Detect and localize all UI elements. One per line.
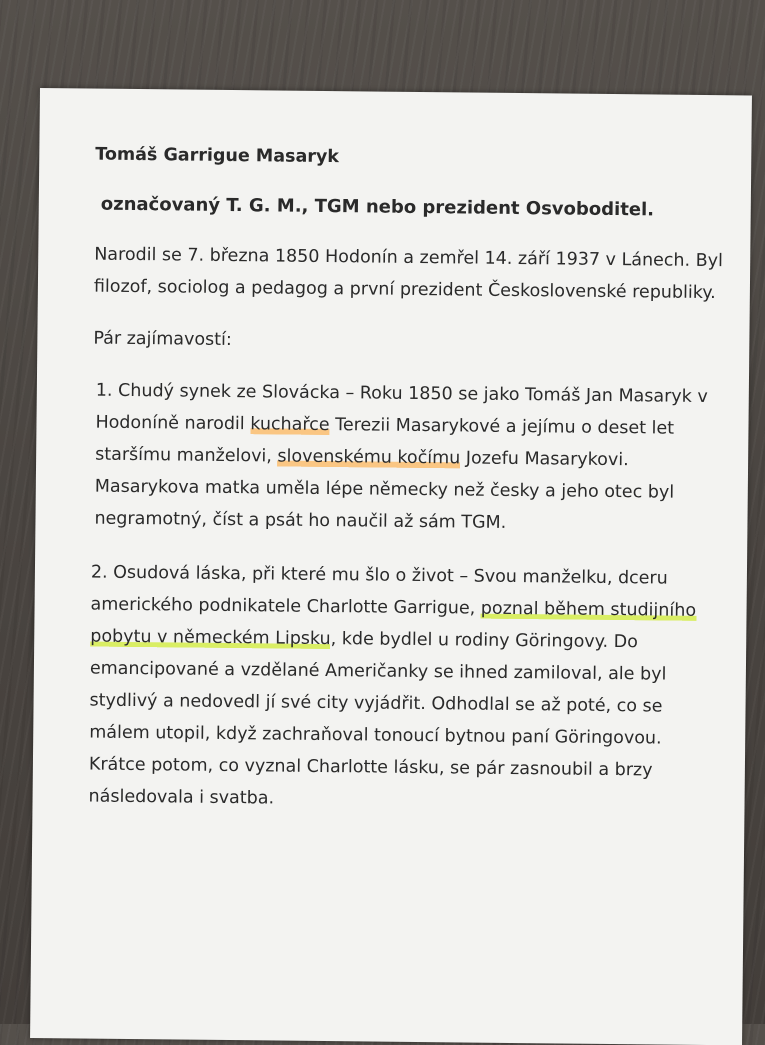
fact-item-1-text: Jozefu Masarykovi. Masarykova matka uměla lépe německy než česky a jeho otec byl negramotný, číst a psát ho naučil až sám TGM. xyxy=(94,448,675,533)
fact-item-1-text: Terezii Masarykové a jejímu o deset let staršímu manželovi, xyxy=(95,415,675,467)
document-body xyxy=(88,139,725,820)
fact-item-1 xyxy=(91,375,723,542)
fact-item-2-text: 2. Osudová láska, při které mu šlo o život – Svou manželku, dceru amerického podnikatele Charlotte Garrigue, xyxy=(90,562,668,619)
paper-sheet xyxy=(30,88,752,1045)
highlight-orange: kuchařce xyxy=(250,414,330,436)
fact-item-2-text: , kde bydlel u rodiny Göringovy. Do emancipované a vzdělané Američanky se ihned zamiloval, ale byl stydlivý a nedovedl jí své city vyjádřit. Odhodlal se až poté, co se málem utopil, když zachraňoval tonoucí bytnou paní Göringovou. Krátce potom, co vyznal Charlotte lásku, se pár zasnoubil a brzy následovala i svatba. xyxy=(88,629,667,809)
highlight-orange: slovenskému kočímu xyxy=(277,446,461,469)
fact-item-1-text: 1. Chudý synek ze Slovácka – Roku 1850 se jako Tomáš Jan Masaryk v Hodoníně narodil xyxy=(95,380,708,435)
section-heading: Pár zajímavostí: xyxy=(93,328,232,351)
highlight-yellow: poznal během studijního pobytu v německém Lipsku xyxy=(90,598,697,650)
intro-paragraph: Narodil se 7. března 1850 Hodonín a zemřel 14. září 1937 v Lánech. Byl filozof, sociolog a pedagog a první prezident Československé republiky. xyxy=(93,244,724,304)
fact-item-2 xyxy=(88,557,721,820)
document-title: Tomáš Garrigue Masaryk xyxy=(95,144,340,168)
document-subtitle: označovaný T. G. M., TGM nebo prezident Osvoboditel. xyxy=(100,193,655,221)
